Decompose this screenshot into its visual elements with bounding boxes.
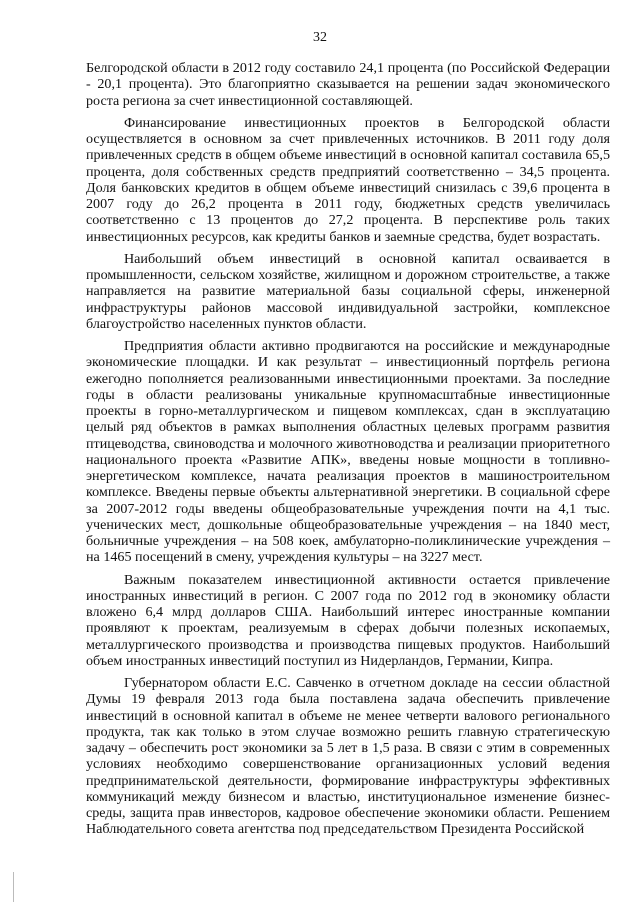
paragraph-continuation: Белгородской области в 2012 году составило 24,1 процента (по Российской Федерации - 20,1 процента). Это благоприятно сказывается на решении задач экономического роста региона за счет инвестиционной составляющей.	[86, 60, 610, 109]
paragraph-capital-investment: Наибольший объем инвестиций в основной капитал осваивается в промышленности, сельском хозяйстве, жилищном и дорожном строительстве, а также направляется на развитие материальной базы социальной сферы, инженерной инфраструктуры районов массовой индивидуальной застройки, комплексное благоустройство населенных пунктов области.	[86, 250, 610, 332]
paragraph-governor-task: Губернатором области Е.С. Савченко в отчетном докладе на сессии областной Думы 19 февраля 2013 года была поставлена задача обеспечить привлечение инвестиций в основной капитал в объеме не менее четверти валового регионального продукта, так как только в этом случае возможно решить главную стратегическую задачу – обеспечить рост экономики за 5 лет в 1,5 раза. В связи с этим в современных условиях необходимо совершенствование организационных условий ведения предпринимательской деятельности, формирование инфраструктуры эффективных коммуникаций между бизнесом и властью, институциональное изменение бизнес-среды, защита прав инвесторов, кадровое обеспечение экономики области. Решением Наблюдательного совета агентства под председательством Президента Российской	[86, 675, 610, 838]
scan-artifact-line	[13, 872, 14, 902]
document-body	[86, 60, 610, 844]
paragraph-investment-portfolio: Предприятия области активно продвигаются на российские и международные экономические площадки. И как результат – инвестиционный портфель региона ежегодно пополняется реализованными инвестиционными проектами. За последние годы в области реализованы уникальные крупномасштабные инвестиционные проекты в горно-металлургическом и пищевом комплексах, сдан в эксплуатацию целый ряд объектов в рамках выполнения областных целевых программ развития птицеводства, свиноводства и молочного животноводства и реализации приоритетного национального проекта «Развитие АПК», введены новые мощности в топливно-энергетическом комплексе, начата реализация проектов в машиностроительном комплексе. Введены первые объекты альтернативной энергетики. В социальной сфере за 2007-2012 годы введены общеобразовательные учреждения почти на 4,1 тыс. ученических мест, дошкольные общеобразовательные учреждения – на 1840 мест, больничные учреждения – на 508 коек, амбулаторно-поликлинические учреждения – на 1465 посещений в смену, учреждения культуры – на 3227 мест.	[86, 338, 610, 566]
page-number: 32	[313, 30, 327, 45]
paragraph-foreign-investment: Важным показателем инвестиционной активности остается привлечение иностранных инвестиций в регион. С 2007 года по 2012 год в экономику области вложено 6,4 млрд долларов США. Наибольший интерес иностранные компании проявляют к проектам, реализуемым в сферах добычи полезных ископаемых, металлургического производства и производства пищевых продуктов. Наибольший объем иностранных инвестиций поступил из Нидерландов, Германии, Кипра.	[86, 571, 610, 669]
paragraph-financing: Финансирование инвестиционных проектов в Белгородской области осуществляется в основном за счет привлеченных источников. В 2011 году доля привлеченных средств в общем объеме инвестиций в основной капитал составила 65,5 процента, доля собственных средств предприятий соответственно – 34,5 процента. Доля банковских кредитов в общем объеме инвестиций снизилась с 39,6 процента в 2007 году до 26,2 процента в 2011 году, бюджетных средств увеличилась соответственно с 13 процентов до 27,2 процента. В перспективе роль таких инвестиционных ресурсов, как кредиты банков и заемные средства, будет возрастать.	[86, 114, 610, 245]
